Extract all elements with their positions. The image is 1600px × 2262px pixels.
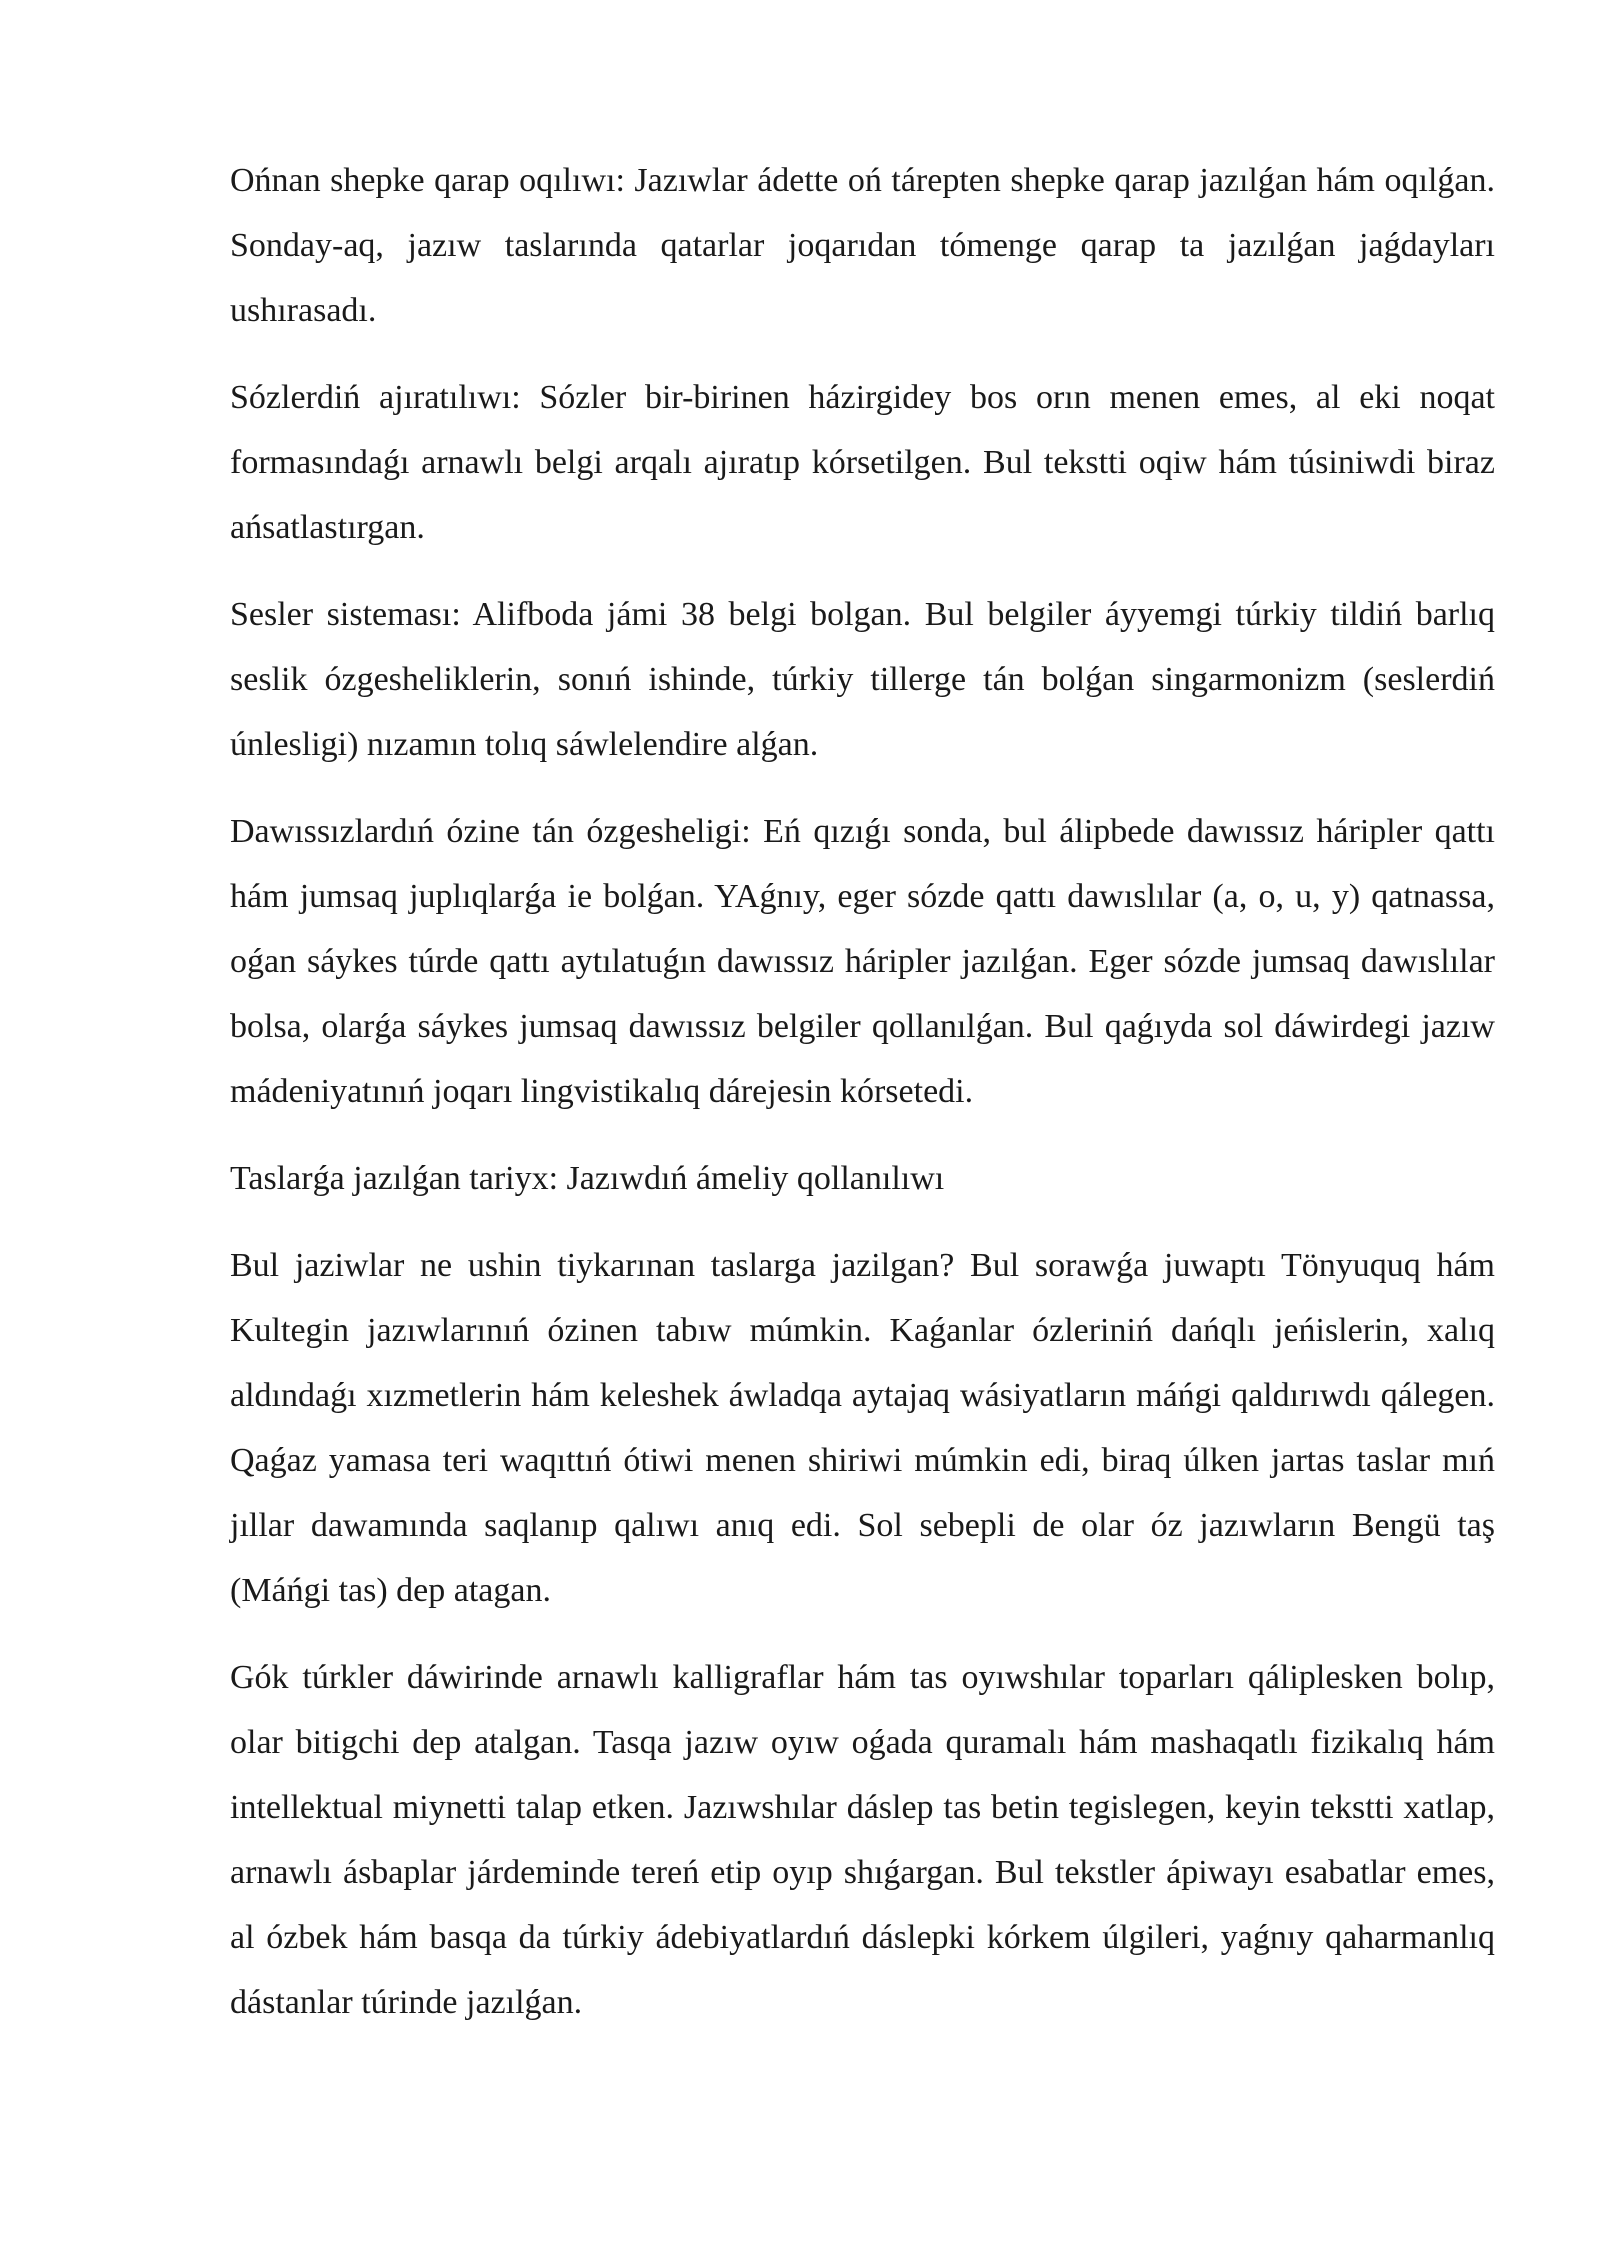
document-body	[230, 148, 1495, 2057]
paragraph-reading-direction: Ońnan shepke qarap oqılıwı: Jazıwlar ádette oń tárepten shepke qarap jazılǵan hám oqılǵan. Sonday-aq, jazıw taslarında qatarlar joqarıdan tómenge qarap ta jazılǵan jaǵdayları ushırasadı.	[230, 162, 1495, 329]
paragraph-consonants: Dawıssızlardıń ózine tán ózgesheligi: Eń qızıǵı sonda, bul álipbede dawıssız háripler qattı hám jumsaq juplıqlarǵa ie bolǵan. YAǵnıy, eger sózde qattı dawıslılar (a, o, u, y) qatnassa, oǵan sáykes túrde qattı aytılatuǵın dawıssız háripler jazılǵan. Eger sózde jumsaq dawıslılar bolsa, olarǵa sáykes jumsaq dawıssız belgiler qollanılǵan. Bul qaǵıyda sol dáwirdegi jazıw mádeniyatınıń joqarı lingvistikalıq dárejesin kórsetedi.	[230, 813, 1495, 1110]
paragraph-word-separation: Sózlerdiń ajıratılıwı: Sózler bir-birinen házirgidey bos orın menen emes, al eki noqat formasındaǵı arnawlı belgi arqalı ajıratıp kórsetilgen. Bul tekstti oqiw hám túsiniwdi biraz ańsatlastırgan.	[230, 379, 1495, 546]
section-heading-stone-history: Taslarǵa jazılǵan tariyx: Jazıwdıń ámeliy qollanılıwı	[230, 1160, 945, 1197]
paragraph-calligraphers: Gók túrkler dáwirinde arnawlı kalligraflar hám tas oyıwshılar toparları qáliplesken bolıp, olar bitigchi dep atalgan. Tasqa jazıw oyıw oǵada quramalı hám mashaqatlı fizikalıq hám intellektual miynetti talap etken. Jazıwshılar dáslep tas betin tegislegen, keyin tekstti xatlap, arnawlı ásbaplar járdeminde tereń etip oyıp shıǵargan. Bul tekstler ápiwayı esabatlar emes, al ózbek hám basqa da túrkiy ádebiyatlardıń dáslepki kórkem úlgileri, yaǵnıy qaharmanlıq dástanlar túrinde jazılǵan.	[230, 1659, 1495, 2021]
paragraph-sound-system: Sesler sisteması: Alifboda jámi 38 belgi bolgan. Bul belgiler áyyemgi túrkiy tildiń barlıq seslik ózgesheliklerin, sonıń ishinde, túrkiy tillerge tán bolǵan singarmonizm (seslerdiń únlesligi) nızamın tolıq sáwlelendire alǵan.	[230, 596, 1495, 763]
paragraph-why-stones: Bul jaziwlar ne ushin tiykarınan taslarga jazilgan? Bul sorawǵa juwaptı Tönyuquq hám Kultegin jazıwlarınıń ózinen tabıw múmkin. Kaǵanlar ózleriniń dańqlı jeńislerin, xalıq aldındaǵı xızmetlerin hám keleshek áwladqa aytajaq wásiyatların máńgi qaldırıwdı qálegen. Qaǵaz yamasa teri waqıttıń ótiwi menen shiriwi múmkin edi, biraq úlken jartas taslar mıń jıllar dawamında saqlanıp qalıwı anıq edi. Sol sebepli de olar óz jazıwların Bengü taş (Máńgi tas) dep atagan.	[230, 1247, 1495, 1609]
